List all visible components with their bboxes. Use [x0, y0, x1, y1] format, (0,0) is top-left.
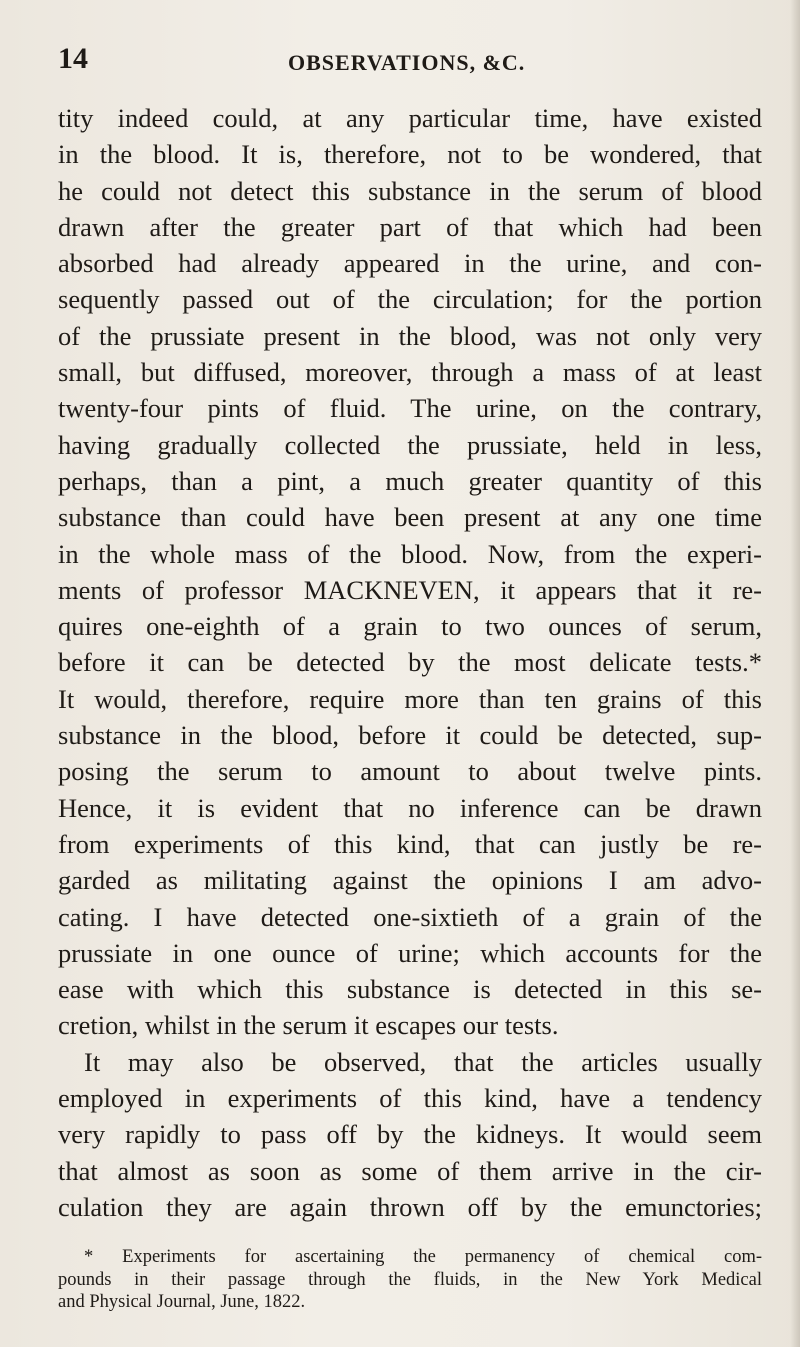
text-line: ease with which this substance is detected in this se- — [58, 974, 762, 1005]
text-line: having gradually collected the prussiate, held in less, — [58, 429, 762, 460]
footnote-line: and Physical Journal, June, 1822. — [58, 1292, 306, 1312]
text-line: before it can be detected by the most delicate tests.* — [58, 647, 762, 678]
text-line: very rapidly to pass off by the kidneys. It would seem — [58, 1119, 762, 1150]
text-line: from experiments of this kind, that can justly be re- — [58, 828, 762, 859]
text-line: substance in the blood, before it could be detected, sup- — [58, 720, 762, 751]
text-line: absorbed had already appeared in the urine, and con- — [58, 248, 762, 279]
text-line: It would, therefore, require more than ten grains of this — [58, 683, 762, 714]
footnote — [58, 1246, 762, 1314]
text-line: twenty-four pints of fluid. The urine, on the contrary, — [58, 393, 762, 424]
text-line: prussiate in one ounce of urine; which accounts for the — [58, 937, 762, 968]
text-line: substance than could have been present at any one time — [58, 502, 762, 533]
text-line: of the prussiate present in the blood, was not only very — [58, 320, 762, 351]
text-line: tity indeed could, at any particular time, have existed — [58, 103, 762, 133]
text-line: that almost as soon as some of them arrive in the cir- — [58, 1155, 762, 1186]
text-line: small, but diffused, moreover, through a mass of at least — [58, 357, 762, 388]
body-text — [58, 100, 762, 1225]
text-line: quires one-eighth of a grain to two ounces of serum, — [58, 611, 762, 642]
text-line: ments of professor MACKNEVEN, it appears that it re- — [58, 574, 762, 605]
page-number: 14 — [58, 42, 88, 75]
text-line: culation they are again thrown off by the emunctories; — [58, 1191, 762, 1222]
text-line: he could not detect this substance in the serum of blood — [58, 175, 762, 206]
footnote-line: * Experiments for ascertaining the permanency of chemical com- — [84, 1247, 762, 1267]
text-line: cating. I have detected one-sixtieth of a grain of the — [58, 901, 762, 932]
text-line: sequently passed out of the circulation; for the portion — [58, 284, 762, 315]
text-line: perhaps, than a pint, a much greater quantity of this — [58, 465, 762, 496]
text-line: Hence, it is evident that no inference can be drawn — [58, 792, 762, 823]
text-line: garded as militating against the opinions I am advo- — [58, 865, 762, 896]
text-line: posing the serum to amount to about twelve pints. — [58, 756, 762, 787]
text-line: in the blood. It is, therefore, not to be wondered, that — [58, 139, 762, 170]
text-line: It may also be observed, that the articles usually — [84, 1046, 762, 1077]
running-head: OBSERVATIONS, &C. — [288, 50, 526, 75]
page-header — [58, 42, 758, 82]
text-line: in the whole mass of the blood. Now, from the experi- — [58, 538, 762, 569]
text-line: cretion, whilst in the serum it escapes our tests. — [58, 1010, 559, 1041]
footnote-line: pounds in their passage through the fluids, in the New York Medical — [58, 1269, 762, 1290]
page-edge-shadow — [790, 0, 800, 1347]
text-line: drawn after the greater part of that which had been — [58, 211, 762, 242]
text-line: employed in experiments of this kind, have a tendency — [58, 1083, 762, 1114]
